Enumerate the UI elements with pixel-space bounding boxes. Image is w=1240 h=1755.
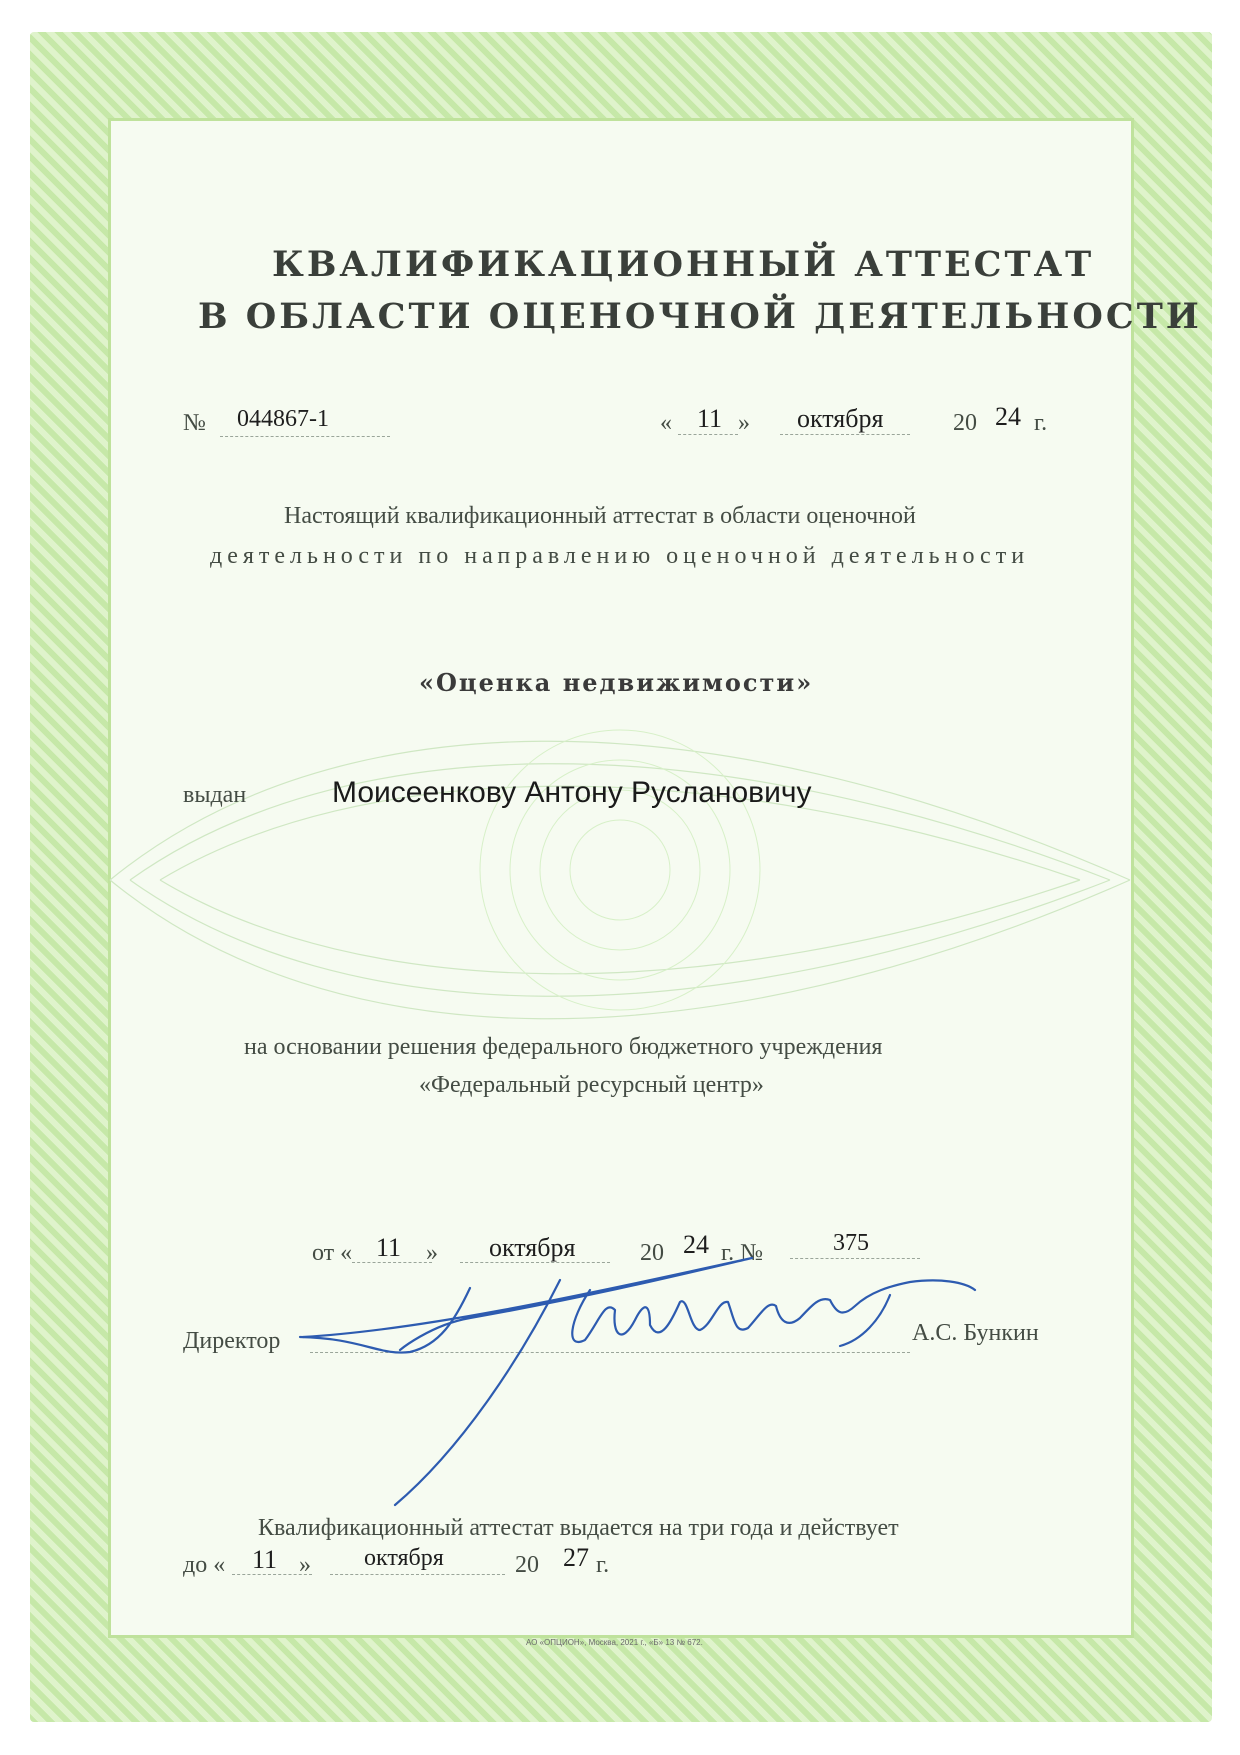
validity-day-line — [232, 1574, 312, 1575]
decision-month: октября — [489, 1233, 576, 1262]
holder-name: Моисеенкову Антону Руслановичу — [332, 776, 812, 809]
validity-close-quote: » — [299, 1552, 311, 1578]
date-day: 11 — [697, 404, 723, 433]
basis-line-1: на основании решения федерального бюджетного учреждения — [244, 1034, 883, 1060]
validity-line-1: Квалификационный аттестат выдается на три года и действует — [258, 1515, 899, 1541]
year-unit: г. — [1034, 410, 1048, 436]
validity-month-line — [330, 1574, 505, 1575]
director-name: А.С. Бункин — [912, 1320, 1039, 1346]
decision-year-suffix: 24 — [683, 1230, 709, 1259]
date-close-quote: » — [738, 410, 750, 436]
printer-imprint: АО «ОПЦИОН», Москва, 2021 г., «Б» 13 № 672. — [526, 1638, 703, 1647]
decision-day: 11 — [376, 1233, 402, 1262]
date-open-quote: « — [660, 410, 672, 436]
issued-label: выдан — [183, 782, 247, 808]
validity-day: 11 — [252, 1545, 278, 1574]
year-prefix: 20 — [953, 410, 977, 436]
validity-until-label: до « — [183, 1552, 226, 1578]
decision-year-prefix: 20 — [640, 1240, 664, 1266]
validity-unit: г. — [596, 1552, 610, 1578]
decision-close-quote: » — [426, 1240, 438, 1266]
validity-year-prefix: 20 — [515, 1552, 539, 1578]
intro-line-2: деятельности по направлению оценочной деятельности — [210, 543, 1030, 569]
certificate-number: 044867-1 — [237, 406, 329, 432]
valuation-direction: «Оценка недвижимости» — [419, 668, 814, 697]
date-month: октября — [797, 404, 884, 433]
decision-from-label: от « — [312, 1240, 353, 1266]
validity-year-suffix: 27 — [563, 1543, 589, 1572]
basis-line-2: «Федеральный ресурсный центр» — [419, 1072, 764, 1098]
director-label: Директор — [183, 1328, 281, 1354]
decision-unit: г. № — [721, 1240, 764, 1266]
number-label: № — [183, 410, 206, 436]
validity-month: октября — [364, 1545, 444, 1571]
title-line-2: В ОБЛАСТИ ОЦЕНОЧНОЙ ДЕЯТЕЛЬНОСТИ — [198, 296, 1202, 337]
decision-number: 375 — [833, 1230, 869, 1256]
year-suffix: 24 — [995, 402, 1021, 431]
intro-line-1: Настоящий квалификационный аттестат в области оценочной — [284, 503, 916, 529]
title-line-1: КВАЛИФИКАЦИОННЫЙ АТТЕСТАТ — [272, 244, 1095, 285]
